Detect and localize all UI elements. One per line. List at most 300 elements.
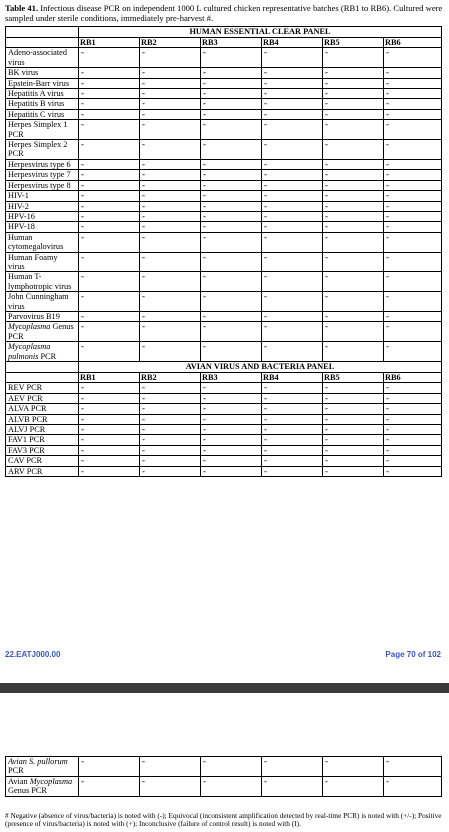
result-cell-rb2: -	[140, 140, 201, 160]
table-row	[6, 466, 442, 476]
result-cell-rb4: -	[262, 466, 323, 476]
result-cell-rb3: -	[201, 211, 262, 221]
result-cell-rb3: -	[201, 425, 262, 435]
result-cell-rb2: -	[140, 48, 201, 68]
result-cell-rb5: -	[323, 170, 384, 180]
result-cell-rb1: -	[79, 140, 140, 160]
table-row	[6, 232, 442, 252]
result-cell-rb5: -	[323, 191, 384, 201]
result-cell-rb4: -	[262, 393, 323, 403]
column-header-blank	[6, 373, 79, 383]
result-cell-rb4: -	[262, 456, 323, 466]
result-cell-rb3: -	[201, 272, 262, 292]
result-cell-rb6: -	[384, 322, 442, 342]
column-header-rb4: RB4	[262, 38, 323, 48]
result-cell-rb1: -	[79, 201, 140, 211]
column-header-rb6: RB6	[384, 373, 442, 383]
result-cell-rb6: -	[384, 48, 442, 68]
row-label: Hepatitis C virus	[6, 109, 79, 119]
panel-title: AVIAN VIRUS AND BACTERIA PANEL	[79, 362, 442, 373]
result-cell-rb6: -	[384, 99, 442, 109]
row-label: HIV-1	[6, 191, 79, 201]
result-cell-rb1: -	[79, 342, 140, 362]
result-cell-rb2: -	[140, 78, 201, 88]
result-cell-rb1: -	[79, 170, 140, 180]
row-label: Parvovirus B19	[6, 311, 79, 321]
result-cell-rb4: -	[262, 232, 323, 252]
result-cell-rb4: -	[262, 342, 323, 362]
table-row	[6, 322, 442, 342]
result-cell-rb2: -	[140, 311, 201, 321]
result-cell-rb5: -	[323, 393, 384, 403]
result-cell-rb4: -	[262, 311, 323, 321]
result-cell-rb5: -	[323, 466, 384, 476]
result-cell-rb5: -	[323, 252, 384, 272]
result-cell-rb5: -	[323, 776, 384, 796]
table-row	[6, 456, 442, 466]
result-cell-rb6: -	[384, 211, 442, 221]
result-cell-rb1: -	[79, 180, 140, 190]
result-cell-rb4: -	[262, 211, 323, 221]
result-cell-rb6: -	[384, 414, 442, 424]
result-cell-rb4: -	[262, 445, 323, 455]
panel-title: HUMAN ESSENTIAL CLEAR PANEL	[79, 27, 442, 38]
result-cell-rb4: -	[262, 425, 323, 435]
result-cell-rb4: -	[262, 180, 323, 190]
result-cell-rb5: -	[323, 232, 384, 252]
result-cell-rb3: -	[201, 456, 262, 466]
column-header-rb6: RB6	[384, 38, 442, 48]
row-label: AEV PCR	[6, 393, 79, 403]
result-cell-rb3: -	[201, 383, 262, 393]
result-cell-rb6: -	[384, 68, 442, 78]
table-footnote: # Negative (absence of virus/bacteria) is noted with (-); Equivocal (inconsistent amplification detected by real-time PCR) is noted with (+/-); Positive (presence of virus/bacteria) is noted with (+); Inconclusive (failure of control result) is noted with (I).	[5, 811, 442, 829]
row-label: ARV PCR	[6, 466, 79, 476]
row-label-italic: Mycoplasma	[29, 776, 73, 786]
table-row	[6, 180, 442, 190]
result-cell-rb2: -	[140, 99, 201, 109]
result-cell-rb5: -	[323, 211, 384, 221]
page-break-bar	[0, 683, 449, 693]
result-cell-rb3: -	[201, 252, 262, 272]
row-label-italic: Avian S. pullorum	[8, 757, 68, 766]
row-label	[6, 342, 79, 362]
result-cell-rb6: -	[384, 201, 442, 211]
result-cell-rb5: -	[323, 383, 384, 393]
table-row	[6, 159, 442, 169]
result-cell-rb2: -	[140, 776, 201, 796]
panel-corner-cell	[6, 27, 79, 38]
row-label	[6, 776, 79, 796]
result-cell-rb1: -	[79, 776, 140, 796]
result-cell-rb4: -	[262, 383, 323, 393]
result-cell-rb6: -	[384, 191, 442, 201]
result-cell-rb6: -	[384, 435, 442, 445]
result-cell-rb1: -	[79, 120, 140, 140]
row-label: Adeno-associated virus	[6, 48, 79, 68]
result-cell-rb4: -	[262, 404, 323, 414]
table-row	[6, 425, 442, 435]
row-label: Human Foamy virus	[6, 252, 79, 272]
result-cell-rb1: -	[79, 68, 140, 78]
result-cell-rb4: -	[262, 109, 323, 119]
result-cell-rb5: -	[323, 445, 384, 455]
row-label: Herpesvirus type 7	[6, 170, 79, 180]
result-cell-rb4: -	[262, 89, 323, 99]
result-cell-rb2: -	[140, 68, 201, 78]
result-cell-rb2: -	[140, 201, 201, 211]
result-cell-rb4: -	[262, 435, 323, 445]
table-row	[6, 342, 442, 362]
row-label: REV PCR	[6, 383, 79, 393]
result-cell-rb5: -	[323, 159, 384, 169]
row-label-text: PCR	[8, 766, 24, 776]
result-cell-rb6: -	[384, 180, 442, 190]
row-label	[6, 757, 79, 777]
row-label: Herpesvirus type 6	[6, 159, 79, 169]
row-label-text: Genus PCR	[8, 322, 74, 341]
column-header-rb4: RB4	[262, 373, 323, 383]
result-cell-rb5: -	[323, 342, 384, 362]
result-cell-rb4: -	[262, 757, 323, 777]
row-label: BK virus	[6, 68, 79, 78]
table-row	[6, 311, 442, 321]
result-cell-rb3: -	[201, 109, 262, 119]
result-cell-rb2: -	[140, 211, 201, 221]
panel-title-row	[6, 27, 442, 38]
table-row	[6, 191, 442, 201]
row-label: ALVJ PCR	[6, 425, 79, 435]
row-label-italic: Mycoplasma pulmonis	[8, 342, 51, 361]
row-label: Herpesvirus type 8	[6, 180, 79, 190]
row-label: Hepatitis B virus	[6, 99, 79, 109]
result-cell-rb4: -	[262, 222, 323, 232]
result-cell-rb6: -	[384, 232, 442, 252]
table-row	[6, 445, 442, 455]
result-cell-rb3: -	[201, 466, 262, 476]
row-label: HPV-16	[6, 211, 79, 221]
result-cell-rb5: -	[323, 311, 384, 321]
result-cell-rb6: -	[384, 757, 442, 777]
result-cell-rb6: -	[384, 311, 442, 321]
result-cell-rb4: -	[262, 191, 323, 201]
result-cell-rb4: -	[262, 252, 323, 272]
result-cell-rb2: -	[140, 425, 201, 435]
table-row	[6, 89, 442, 99]
table-caption-label: Table 41.	[5, 3, 39, 13]
table-row	[6, 414, 442, 424]
row-label-text: Avian	[8, 776, 30, 786]
result-cell-rb3: -	[201, 232, 262, 252]
result-cell-rb6: -	[384, 456, 442, 466]
result-cell-rb5: -	[323, 272, 384, 292]
result-cell-rb1: -	[79, 466, 140, 476]
result-cell-rb2: -	[140, 342, 201, 362]
result-cell-rb5: -	[323, 456, 384, 466]
result-cell-rb2: -	[140, 170, 201, 180]
result-cell-rb2: -	[140, 292, 201, 312]
result-cell-rb6: -	[384, 393, 442, 403]
table-row	[6, 404, 442, 414]
row-label: Human T-lymphotropic virus	[6, 272, 79, 292]
column-header-blank	[6, 38, 79, 48]
result-cell-rb2: -	[140, 159, 201, 169]
result-cell-rb2: -	[140, 109, 201, 119]
result-cell-rb1: -	[79, 272, 140, 292]
table-row	[6, 393, 442, 403]
table-row	[6, 201, 442, 211]
result-cell-rb6: -	[384, 272, 442, 292]
result-cell-rb6: -	[384, 140, 442, 160]
pcr-results-table-continued	[5, 756, 442, 797]
result-cell-rb3: -	[201, 48, 262, 68]
result-cell-rb2: -	[140, 272, 201, 292]
table-row	[6, 68, 442, 78]
result-cell-rb5: -	[323, 425, 384, 435]
table-row	[6, 99, 442, 109]
result-cell-rb5: -	[323, 180, 384, 190]
row-label: ALVB PCR	[6, 414, 79, 424]
result-cell-rb1: -	[79, 456, 140, 466]
result-cell-rb1: -	[79, 383, 140, 393]
panel-corner-cell	[6, 362, 79, 373]
table-row	[6, 776, 442, 796]
row-label: FAV3 PCR	[6, 445, 79, 455]
result-cell-rb4: -	[262, 272, 323, 292]
result-cell-rb1: -	[79, 322, 140, 342]
table-row	[6, 292, 442, 312]
result-cell-rb3: -	[201, 435, 262, 445]
table-row	[6, 211, 442, 221]
result-cell-rb1: -	[79, 222, 140, 232]
column-header-rb3: RB3	[201, 38, 262, 48]
result-cell-rb5: -	[323, 222, 384, 232]
result-cell-rb3: -	[201, 159, 262, 169]
result-cell-rb3: -	[201, 757, 262, 777]
result-cell-rb3: -	[201, 404, 262, 414]
result-cell-rb1: -	[79, 445, 140, 455]
result-cell-rb5: -	[323, 757, 384, 777]
row-label: Hepatitis A virus	[6, 89, 79, 99]
result-cell-rb2: -	[140, 180, 201, 190]
table-row	[6, 435, 442, 445]
column-header-row	[6, 38, 442, 48]
result-cell-rb3: -	[201, 322, 262, 342]
result-cell-rb5: -	[323, 404, 384, 414]
result-cell-rb3: -	[201, 89, 262, 99]
table-row	[6, 757, 442, 777]
result-cell-rb2: -	[140, 191, 201, 201]
table-row	[6, 109, 442, 119]
result-cell-rb2: -	[140, 322, 201, 342]
row-label: John Cunningham virus	[6, 292, 79, 312]
result-cell-rb2: -	[140, 445, 201, 455]
row-label: FAV1 PCR	[6, 435, 79, 445]
row-label: HPV-18	[6, 222, 79, 232]
result-cell-rb5: -	[323, 68, 384, 78]
result-cell-rb4: -	[262, 99, 323, 109]
table-row	[6, 272, 442, 292]
result-cell-rb5: -	[323, 48, 384, 68]
table-row	[6, 48, 442, 68]
result-cell-rb3: -	[201, 445, 262, 455]
result-cell-rb2: -	[140, 89, 201, 99]
result-cell-rb2: -	[140, 404, 201, 414]
row-label: ALVA PCR	[6, 404, 79, 414]
pcr-results-table	[5, 26, 442, 477]
result-cell-rb4: -	[262, 414, 323, 424]
document-id: 22.EATJ000.00	[5, 650, 61, 659]
result-cell-rb5: -	[323, 120, 384, 140]
result-cell-rb3: -	[201, 342, 262, 362]
result-cell-rb1: -	[79, 252, 140, 272]
panel-title-row	[6, 362, 442, 373]
result-cell-rb2: -	[140, 252, 201, 272]
result-cell-rb1: -	[79, 191, 140, 201]
result-cell-rb3: -	[201, 201, 262, 211]
result-cell-rb2: -	[140, 393, 201, 403]
table-row	[6, 252, 442, 272]
result-cell-rb2: -	[140, 456, 201, 466]
table-caption	[5, 3, 445, 23]
result-cell-rb5: -	[323, 89, 384, 99]
result-cell-rb5: -	[323, 292, 384, 312]
result-cell-rb5: -	[323, 435, 384, 445]
result-cell-rb3: -	[201, 180, 262, 190]
column-header-rb2: RB2	[140, 373, 201, 383]
result-cell-rb1: -	[79, 232, 140, 252]
result-cell-rb4: -	[262, 201, 323, 211]
result-cell-rb1: -	[79, 89, 140, 99]
result-cell-rb2: -	[140, 222, 201, 232]
column-header-rb5: RB5	[323, 373, 384, 383]
result-cell-rb6: -	[384, 466, 442, 476]
result-cell-rb1: -	[79, 393, 140, 403]
result-cell-rb3: -	[201, 311, 262, 321]
result-cell-rb1: -	[79, 99, 140, 109]
result-cell-rb5: -	[323, 201, 384, 211]
row-label	[6, 322, 79, 342]
result-cell-rb1: -	[79, 78, 140, 88]
table-row	[6, 78, 442, 88]
result-cell-rb4: -	[262, 170, 323, 180]
result-cell-rb3: -	[201, 292, 262, 312]
result-cell-rb4: -	[262, 78, 323, 88]
row-label-italic: Mycoplasma	[8, 322, 51, 332]
result-cell-rb2: -	[140, 120, 201, 140]
result-cell-rb3: -	[201, 414, 262, 424]
result-cell-rb6: -	[384, 776, 442, 796]
row-label: Epstein-Barr virus	[6, 78, 79, 88]
result-cell-rb3: -	[201, 191, 262, 201]
row-label: Human cytomegalovirus	[6, 232, 79, 252]
result-cell-rb1: -	[79, 292, 140, 312]
result-cell-rb1: -	[79, 404, 140, 414]
result-cell-rb6: -	[384, 109, 442, 119]
result-cell-rb1: -	[79, 425, 140, 435]
result-cell-rb4: -	[262, 159, 323, 169]
result-cell-rb6: -	[384, 383, 442, 393]
result-cell-rb6: -	[384, 120, 442, 140]
result-cell-rb2: -	[140, 466, 201, 476]
table-caption-text: Infectious disease PCR on independent 1000 L cultured chicken representative batches (RB1 to RB6). Cultured were sampled under sterile conditions, immediately pre-harvest #.	[5, 3, 443, 23]
row-label-text: Genus PCR	[8, 786, 47, 796]
result-cell-rb3: -	[201, 68, 262, 78]
result-cell-rb5: -	[323, 78, 384, 88]
row-label: Herpes Simplex 1 PCR	[6, 120, 79, 140]
result-cell-rb3: -	[201, 393, 262, 403]
result-cell-rb6: -	[384, 170, 442, 180]
result-cell-rb2: -	[140, 232, 201, 252]
row-label: HIV-2	[6, 201, 79, 211]
column-header-rb2: RB2	[140, 38, 201, 48]
result-cell-rb5: -	[323, 109, 384, 119]
page-number: Page 70 of 102	[385, 650, 441, 659]
result-cell-rb6: -	[384, 78, 442, 88]
row-label: CAV PCR	[6, 456, 79, 466]
result-cell-rb6: -	[384, 159, 442, 169]
result-cell-rb3: -	[201, 170, 262, 180]
result-cell-rb6: -	[384, 404, 442, 414]
result-cell-rb4: -	[262, 140, 323, 160]
result-cell-rb4: -	[262, 68, 323, 78]
column-header-rb1: RB1	[79, 38, 140, 48]
result-cell-rb1: -	[79, 48, 140, 68]
result-cell-rb6: -	[384, 222, 442, 232]
table-row	[6, 383, 442, 393]
result-cell-rb3: -	[201, 776, 262, 796]
result-cell-rb1: -	[79, 435, 140, 445]
result-cell-rb5: -	[323, 99, 384, 109]
result-cell-rb5: -	[323, 140, 384, 160]
result-cell-rb1: -	[79, 211, 140, 221]
result-cell-rb6: -	[384, 342, 442, 362]
result-cell-rb4: -	[262, 292, 323, 312]
result-cell-rb1: -	[79, 311, 140, 321]
column-header-rb3: RB3	[201, 373, 262, 383]
result-cell-rb6: -	[384, 292, 442, 312]
result-cell-rb3: -	[201, 99, 262, 109]
result-cell-rb1: -	[79, 109, 140, 119]
column-header-row	[6, 373, 442, 383]
table-row	[6, 120, 442, 140]
result-cell-rb3: -	[201, 140, 262, 160]
result-cell-rb1: -	[79, 757, 140, 777]
result-cell-rb4: -	[262, 48, 323, 68]
result-cell-rb2: -	[140, 414, 201, 424]
table-row	[6, 140, 442, 160]
result-cell-rb2: -	[140, 383, 201, 393]
result-cell-rb1: -	[79, 159, 140, 169]
result-cell-rb5: -	[323, 322, 384, 342]
result-cell-rb2: -	[140, 435, 201, 445]
column-header-rb1: RB1	[79, 373, 140, 383]
result-cell-rb4: -	[262, 322, 323, 342]
result-cell-rb3: -	[201, 120, 262, 140]
table-row	[6, 170, 442, 180]
column-header-rb5: RB5	[323, 38, 384, 48]
row-label: Herpes Simplex 2 PCR	[6, 140, 79, 160]
result-cell-rb6: -	[384, 252, 442, 272]
result-cell-rb4: -	[262, 120, 323, 140]
result-cell-rb5: -	[323, 414, 384, 424]
result-cell-rb6: -	[384, 445, 442, 455]
result-cell-rb2: -	[140, 757, 201, 777]
result-cell-rb6: -	[384, 425, 442, 435]
result-cell-rb4: -	[262, 776, 323, 796]
result-cell-rb1: -	[79, 414, 140, 424]
result-cell-rb6: -	[384, 89, 442, 99]
